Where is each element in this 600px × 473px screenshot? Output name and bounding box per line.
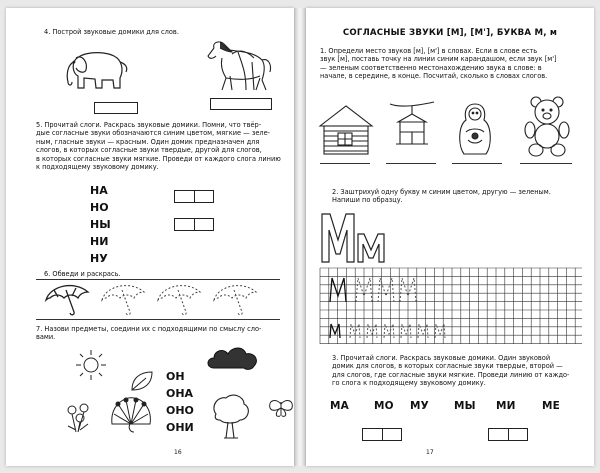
task4-text: 4. Построй звуковые домики для слов. [44,28,179,36]
elephant-picture [62,48,132,90]
writing-line-top [36,279,280,280]
sound-house-hard[interactable] [174,190,214,203]
task2-line: 2. Заштрихуй одну букву м синим цветом, другую — зеленым. [332,188,551,196]
log-house-picture [318,104,374,156]
elephant-sound-house[interactable] [94,102,138,114]
task5-line: дые согласные звуки обозначаются синим цветом, мягкие — зеле- [36,129,271,138]
syllable-mi[interactable]: МИ [496,400,516,412]
task3-line: го слога к подходящему звуковому домику. [332,379,486,388]
sun-picture[interactable] [74,348,108,382]
horses-picture [202,38,274,92]
flowers-picture[interactable] [62,402,96,434]
book-spine [294,8,306,466]
task1-line: звук [м], поставь точку на линии синим карандашом, если звук [м'] [320,55,557,64]
task6-text: 6. Обведи и раскрась. [44,270,121,278]
task1-text [320,47,592,81]
syllable-me[interactable]: МЕ [542,400,561,412]
leaf-picture[interactable] [130,370,154,392]
word-ona[interactable]: ОНА [166,387,194,400]
left-page [6,8,294,466]
task7-line: вами. [36,333,56,342]
tree-picture[interactable] [210,394,250,440]
bird-feeder-picture [386,100,438,156]
task3-line: домик для слогов, в которых согласные звуки твердые, второй — [332,362,563,371]
task1-line: — зеленым соответственно местонахождению звука в слове: в [320,63,542,72]
task3-line: для слогов, где согласные звуки мягкие. Проведи линию от каждо- [332,370,570,379]
page-number-right: 17 [426,449,434,456]
task1-line: начале, в середине, в конце. Посчитай, сколько в словах слогов. [320,72,548,81]
umbrella-trace-icon[interactable] [212,282,260,316]
letters-mm-sample[interactable] [320,212,390,264]
matryoshka-picture [456,102,494,156]
writing-line-bottom [36,319,280,320]
word-oni[interactable]: ОНИ [166,421,194,434]
sound-house-soft[interactable] [174,218,214,231]
syllable-ny[interactable]: НЫ [90,218,111,231]
task7-line: 7. Назови предметы, соедини их с подходящими по смыслу сло- [36,325,262,333]
task1-line: 1. Определи место звуков [м], [м'] в словах. Если в слове есть [320,47,538,55]
syllable-mu[interactable]: МУ [410,400,429,412]
task5-line: слогов, в которых согласные звуки твердые, другой для слогов, [36,146,262,155]
sound-house-soft[interactable] [488,428,528,441]
task5-line: к подходящему звуковому домику. [36,163,159,172]
task2-text [332,188,594,205]
page-number-left: 16 [174,449,182,456]
word-on[interactable]: ОН [166,370,185,383]
right-page [306,8,594,466]
cloud-picture[interactable] [206,344,260,372]
umbrella-sample-icon [44,282,92,316]
task5-line: 5. Прочитай слоги. Раскрась звуковые домики. Помни, что твёр- [36,121,262,129]
syllable-ma[interactable]: МА [330,400,349,412]
task2-line: Напиши по образцу. [332,196,403,205]
sound-house-hard[interactable] [362,428,402,441]
syllable-na[interactable]: НА [90,184,108,197]
task5-line: в которых согласные звуки мягкие. Проведи от каждого слога линию [36,154,281,163]
butterfly-picture[interactable] [268,398,294,420]
syllable-no[interactable]: НО [90,201,109,214]
task7-text [36,325,294,342]
task5-text [36,121,294,171]
umbrella-trace-icon[interactable] [100,282,148,316]
syllable-mo[interactable]: МО [374,400,394,412]
task3-line: 3. Прочитай слоги. Раскрась звуковые домики. Один звуковой [332,354,551,362]
umbrella-trace-icon[interactable] [156,282,204,316]
handwriting-grid[interactable] [320,268,582,344]
task5-line: ным, гласные звуки — красным. Один домик предназначен для [36,137,260,146]
syllable-ni[interactable]: НИ [90,235,109,248]
position-line-matryoshka[interactable] [452,163,502,164]
syllable-nu[interactable]: НУ [90,252,108,265]
peacock-picture[interactable] [108,394,154,434]
position-line-feeder[interactable] [386,163,436,164]
position-line-bear[interactable] [520,163,572,164]
position-line-house[interactable] [320,163,370,164]
lesson-title: СОГЛАСНЫЕ ЗВУКИ [М], [М'], БУКВА М, м [342,28,558,38]
horses-sound-house[interactable] [210,98,272,110]
word-ono[interactable]: ОНО [166,404,194,417]
task3-text [332,354,594,388]
teddy-bear-picture [524,96,572,158]
syllable-my[interactable]: МЫ [454,400,476,412]
